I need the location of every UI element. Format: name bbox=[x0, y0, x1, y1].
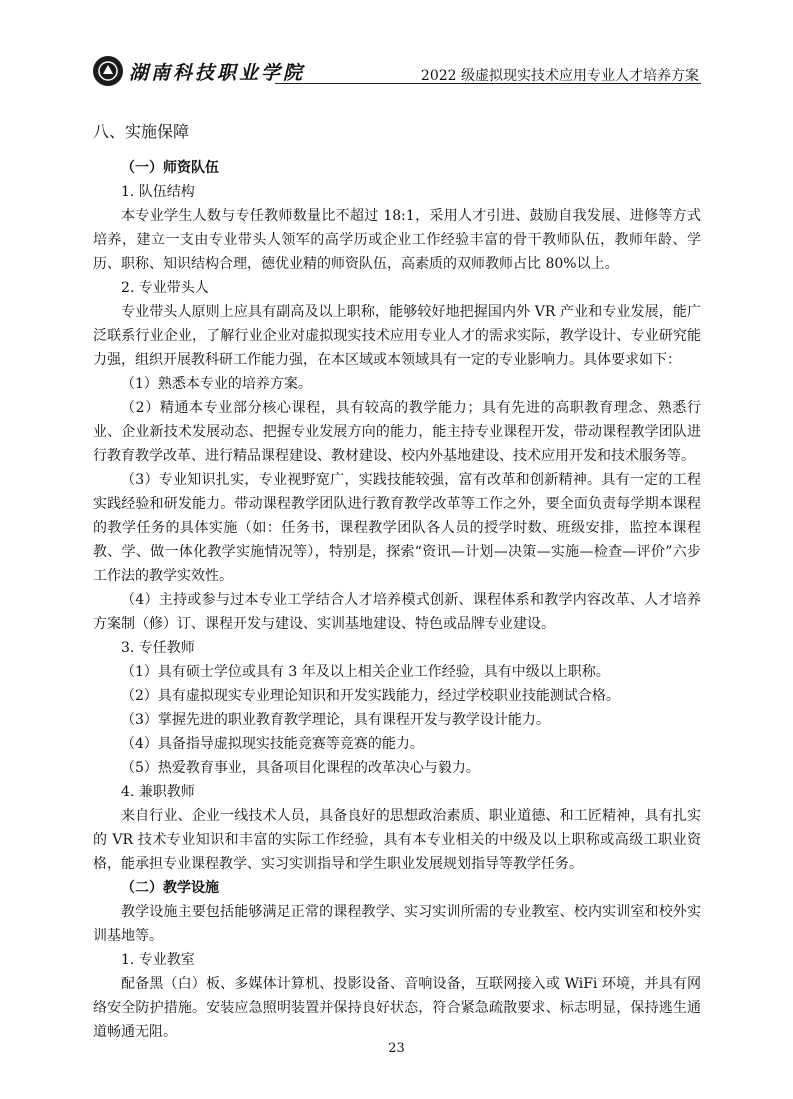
paragraph: 配备黑（白）板、多媒体计算机、投影设备、音响设备，互联网接入或 WiFi 环境，并具有网络安全防护措施。安装应急照明装置并保持良好状态，符合紧急疏散要求、标志明显，保持逃生通道畅通无阻。 bbox=[93, 976, 701, 1040]
list-item: （2）精通本专业部分核心课程，具有较高的教学能力；具有先进的高职教育理念、熟悉行业、企业新技术发展动态、把握专业发展方向的能力，能主持专业课程开发，带动课程教学团队进行教育教学改革、进行精品课程建设、教材建设、校内外基地建设、技术应用开发和技术服务等。 bbox=[93, 400, 701, 464]
school-name: 湖南科技职业学院 bbox=[129, 61, 306, 84]
item-title: 4. 兼职教师 bbox=[121, 784, 195, 800]
list-item: （1）具有硕士学位或具有 3 年及以上相关企业工作经验，具有中级以上职称。 bbox=[121, 664, 610, 680]
paragraph: 专业带头人原则上应具有副高及以上职称，能够较好地把握国内外 VR 产业和专业发展，能广泛联系行业企业，了解行业企业对虚拟现实技术应用专业人才的需求实际，教学设计、专业研究能力强，组织开展教科研工作能力强，在本区域或本领域具有一定的专业影响力。具体要求如下： bbox=[93, 304, 701, 368]
list-item: （4）主持或参与过本专业工学结合人才培养模式创新、课程体系和教学内容改革、人才培养方案制（修）订、课程开发与建设、实训基地建设、特色或品牌专业建设。 bbox=[93, 592, 701, 632]
page-header bbox=[93, 56, 701, 90]
list-item: （5）热爱教育事业，具备项目化课程的改革决心与毅力。 bbox=[121, 760, 480, 776]
list-item: （1）熟悉本专业的培养方案。 bbox=[121, 376, 312, 392]
school-emblem-icon bbox=[93, 56, 123, 86]
header-rule bbox=[275, 83, 701, 84]
item-title: 1. 专业教室 bbox=[121, 952, 195, 968]
item-title: 1. 队伍结构 bbox=[121, 184, 195, 200]
item-title: 3. 专任教师 bbox=[121, 640, 195, 656]
paragraph: 本专业学生人数与专任教师数量比不超过 18:1，采用人才引进、鼓励自我发展、进修等方式培养，建立一支由专业带头人领军的高学历或企业工作经验丰富的骨干教师队伍，教师年龄、学历、职称、知识结构合理，德优业精的师资队伍，高素质的双师教师占比 80%以上。 bbox=[93, 208, 701, 272]
school-logo bbox=[93, 56, 305, 86]
list-item: （3）专业知识扎实，专业视野宽广，实践技能较强，富有改革和创新精神。具有一定的工程实践经验和研发能力。带动课程教学团队进行教育教学改革等工作之外，要全面负责每学期本课程的教学任务的具体实施（如：任务书，课程教学团队各人员的授学时数、班级安排，监控本课程教、学、做一体化教学实施情况等），特别是，探索“资讯—计划—决策—实施—检查—评价”六步工作法的教学实效性。 bbox=[93, 472, 701, 584]
page-content bbox=[93, 118, 701, 1044]
document-title: 2022 级虚拟现实技术应用专业人才培养方案 bbox=[420, 68, 699, 84]
paragraph: 教学设施主要包括能够满足正常的课程教学、实习实训所需的专业教室、校内实训室和校外实训基地等。 bbox=[93, 904, 701, 944]
section-title: 八、实施保障 bbox=[93, 122, 190, 141]
list-item: （2）具有虚拟现实专业理论知识和开发实践能力，经过学校职业技能测试合格。 bbox=[121, 688, 620, 704]
subsection-title: （一）师资队伍 bbox=[121, 160, 219, 176]
page-number: 23 bbox=[388, 1041, 405, 1056]
item-title: 2. 专业带头人 bbox=[121, 280, 209, 296]
list-item: （3）掌握先进的职业教育教学理论，具有课程开发与教学设计能力。 bbox=[121, 712, 550, 728]
list-item: （4）具备指导虚拟现实技能竞赛等竞赛的能力。 bbox=[121, 736, 424, 752]
paragraph: 来自行业、企业一线技术人员，具备良好的思想政治素质、职业道德、和工匠精神，具有扎实的 VR 技术专业知识和丰富的实际工作经验，具有本专业相关的中级及以上职称或高级工职业资格，能承担专业课程教学、实习实训指导和学生职业发展规划指导等教学任务。 bbox=[93, 808, 701, 872]
subsection-title: （二）教学设施 bbox=[121, 880, 219, 896]
